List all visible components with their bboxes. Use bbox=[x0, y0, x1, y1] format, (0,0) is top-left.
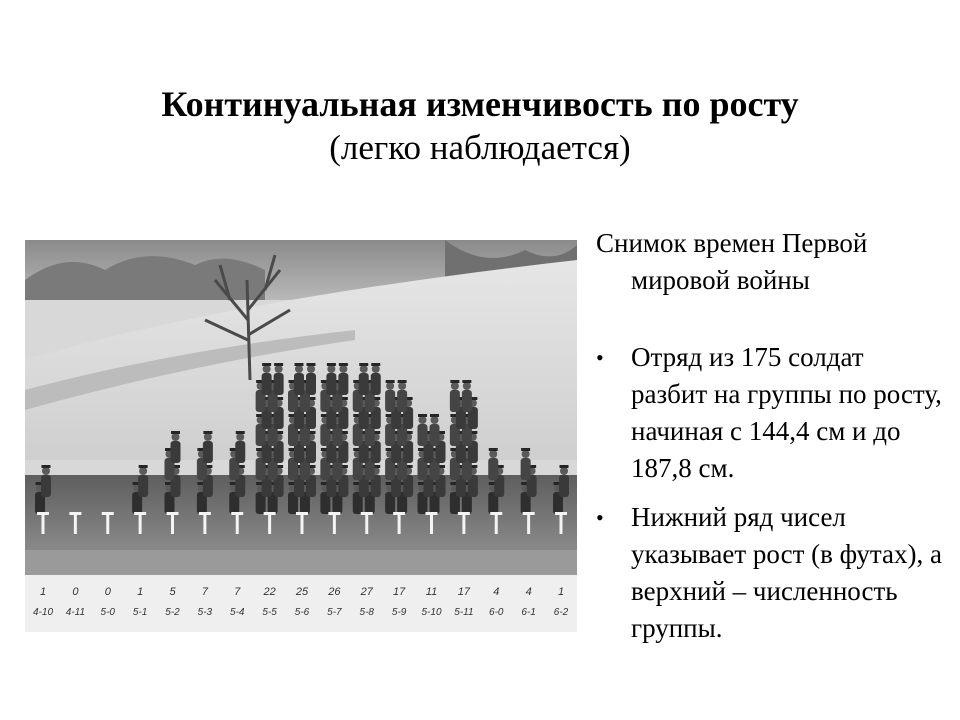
group-count-label: 17 bbox=[393, 586, 406, 598]
group-count-label: 4 bbox=[493, 586, 500, 598]
group-count-label: 7 bbox=[201, 586, 208, 598]
group-count-label: 25 bbox=[295, 586, 309, 598]
soldier-figure bbox=[450, 380, 460, 412]
soldier-figure bbox=[203, 431, 213, 463]
group-count-label: 0 bbox=[104, 586, 111, 598]
soldier-figure bbox=[397, 380, 407, 412]
soldier-figure bbox=[235, 431, 245, 463]
group-count-label: 4 bbox=[525, 586, 532, 598]
soldier-figure bbox=[41, 465, 51, 497]
soldier-figure bbox=[171, 431, 181, 463]
height-label: 4-11 bbox=[65, 607, 86, 618]
soldier-figure bbox=[430, 414, 440, 446]
height-label: 5-5 bbox=[262, 607, 277, 618]
title-block bbox=[40, 82, 920, 170]
soldier-figure bbox=[418, 414, 428, 446]
bullet-list bbox=[596, 339, 946, 647]
height-label: 5-6 bbox=[294, 607, 310, 618]
height-label: 5-9 bbox=[391, 607, 407, 618]
height-label: 5-7 bbox=[327, 607, 342, 618]
bullet-item bbox=[596, 339, 946, 487]
group-count-label: 1 bbox=[557, 586, 565, 598]
soldier-figure bbox=[462, 380, 472, 412]
group-count-label: 11 bbox=[425, 586, 438, 598]
soldier-figure bbox=[521, 448, 531, 480]
bullet-icon: • bbox=[596, 345, 604, 370]
photo-caption: Снимок времен Первой мировой войны bbox=[596, 228, 868, 295]
bullet-text: Отряд из 175 солдат разбит на группы по росту, начиная с 144,4 см и до 187,8 см. bbox=[631, 342, 942, 483]
height-label: 5-3 bbox=[197, 607, 213, 618]
group-count-label: 1 bbox=[39, 586, 47, 598]
height-label: 5-4 bbox=[230, 607, 245, 618]
height-label: 6-1 bbox=[521, 607, 536, 618]
soldier-figure bbox=[262, 363, 272, 395]
bullet-item bbox=[596, 499, 946, 647]
bullet-icon: • bbox=[596, 505, 604, 530]
soldier-figure bbox=[385, 380, 395, 412]
slide-title: Континуальная изменчивость по росту bbox=[161, 84, 799, 124]
height-label: 5-2 bbox=[165, 607, 180, 618]
soldier-figure bbox=[274, 363, 284, 395]
soldier-figure bbox=[338, 363, 348, 395]
slide-subtitle: (легко наблюдается) bbox=[329, 128, 631, 167]
soldier-figure bbox=[488, 448, 498, 480]
group-count-label: 22 bbox=[263, 586, 276, 598]
group-count-label: 5 bbox=[169, 586, 176, 598]
soldier-figure bbox=[559, 465, 569, 497]
soldier-figure bbox=[306, 363, 316, 395]
height-label: 5-0 bbox=[100, 607, 115, 618]
height-label: 6-0 bbox=[489, 607, 504, 618]
height-label: 6-2 bbox=[553, 607, 569, 618]
group-count-label: 26 bbox=[328, 586, 341, 598]
bullet-text: Нижний ряд чисел указывает рост (в футах), а верхний – численность группы. bbox=[631, 502, 943, 643]
soldier-figure bbox=[138, 465, 148, 497]
soldier-figure bbox=[359, 363, 369, 395]
group-count-label: 27 bbox=[360, 586, 373, 598]
height-label: 5-8 bbox=[359, 607, 374, 618]
group-count-label: 17 bbox=[457, 586, 470, 598]
height-label: 5-1 bbox=[132, 607, 148, 618]
soldier-figure bbox=[371, 363, 381, 395]
soldier-figure bbox=[294, 363, 304, 395]
photograph-soldiers-by-height bbox=[25, 240, 577, 632]
text-column bbox=[596, 225, 946, 659]
group-count-label: 1 bbox=[137, 586, 144, 598]
group-count-label: 7 bbox=[234, 586, 241, 598]
soldier-figure bbox=[326, 363, 336, 395]
group-count-label: 0 bbox=[72, 586, 79, 598]
height-label: 5-11 bbox=[454, 607, 474, 618]
height-label: 5-10 bbox=[421, 607, 442, 618]
height-label: 4-10 bbox=[32, 607, 54, 618]
